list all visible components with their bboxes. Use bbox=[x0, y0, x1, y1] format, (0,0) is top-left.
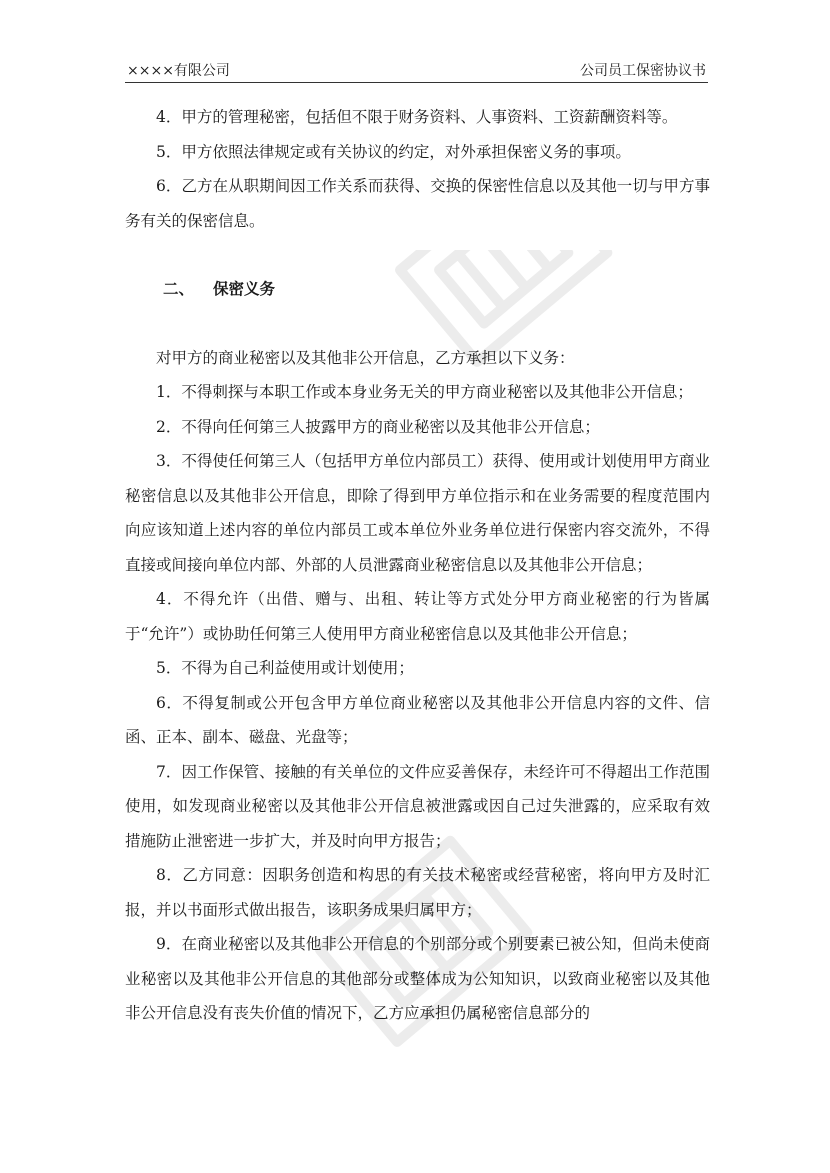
paragraph-item-6: 6．乙方在从职期间因工作关系而获得、交换的保密性信息以及其他一切与甲方事务有关的保密信息。 bbox=[125, 177, 710, 230]
obligation-3: 3．不得使任何第三人（包括甲方单位内部员工）获得、使用或计划使用甲方商业秘密信息以及其他非公开信息，即除了得到甲方单位指示和在业务需要的程度范围内向应该知道上述内容的单位内部员工或本单位外业务单位进行保密内容交流外，不得直接或间接向单位内部、外部的人员泄露商业秘密信息以及其他非公开信息； bbox=[125, 452, 710, 574]
header-doc-title: 公司员工保密协议书 bbox=[580, 63, 706, 79]
paragraph-item-5: 5．甲方依照法律规定或有关协议的约定，对外承担保密义务的事项。 bbox=[156, 142, 631, 161]
section-number: 二、 bbox=[163, 279, 195, 298]
header-company: ××××有限公司 bbox=[127, 63, 230, 79]
obligation-2: 2．不得向任何第三人披露甲方的商业秘密以及其他非公开信息； bbox=[156, 417, 600, 436]
section-title: 保密义务 bbox=[213, 279, 276, 298]
section-heading bbox=[125, 272, 710, 307]
obligation-1: 1．不得刺探与本职工作或本身业务无关的甲方商业秘密以及其他非公开信息； bbox=[156, 383, 693, 401]
obligation-9: 9．在商业秘密以及其他非公开信息的个别部分或个别要素已被公知，但尚未使商业秘密以及其他非公开信息的其他部分或整体成为公知知识，以致商业秘密以及其他非公开信息没有丧失价值的情况下，乙方应承担仍属秘密信息部分的 bbox=[125, 935, 710, 1022]
obligation-6: 6．不得复制或公开包含甲方单位商业秘密以及其他非公开信息内容的文件、信函、正本、副本、磁盘、光盘等； bbox=[125, 693, 710, 746]
obligation-8: 8．乙方同意：因职务创造和构思的有关技术秘密或经营秘密，将向甲方及时汇报，并以书面形式做出报告，该职务成果归属甲方； bbox=[125, 866, 710, 919]
obligation-5: 5．不得为自己利益使用或计划使用； bbox=[156, 659, 414, 677]
obligations-intro: 对甲方的商业秘密以及其他非公开信息，乙方承担以下义务： bbox=[156, 348, 575, 367]
obligation-7: 7．因工作保管、接触的有关单位的文件应妥善保存，未经许可不得超出工作范围使用，如发现商业秘密以及其他非公开信息被泄露或因自己过失泄露的，应采取有效措施防止泄密进一步扩大，并及时向甲方报告； bbox=[125, 762, 710, 850]
page-header bbox=[125, 58, 708, 83]
document-body bbox=[125, 100, 710, 1031]
obligation-4: 4．不得允许（出借、赠与、出租、转让等方式处分甲方商业秘密的行为皆属于“允许”）或协助任何第三人使用甲方商业秘密信息以及其他非公开信息； bbox=[125, 590, 710, 643]
paragraph-item-4: 4．甲方的管理秘密，包括但不限于财务资料、人事资料、工资薪酬资料等。 bbox=[156, 108, 678, 126]
